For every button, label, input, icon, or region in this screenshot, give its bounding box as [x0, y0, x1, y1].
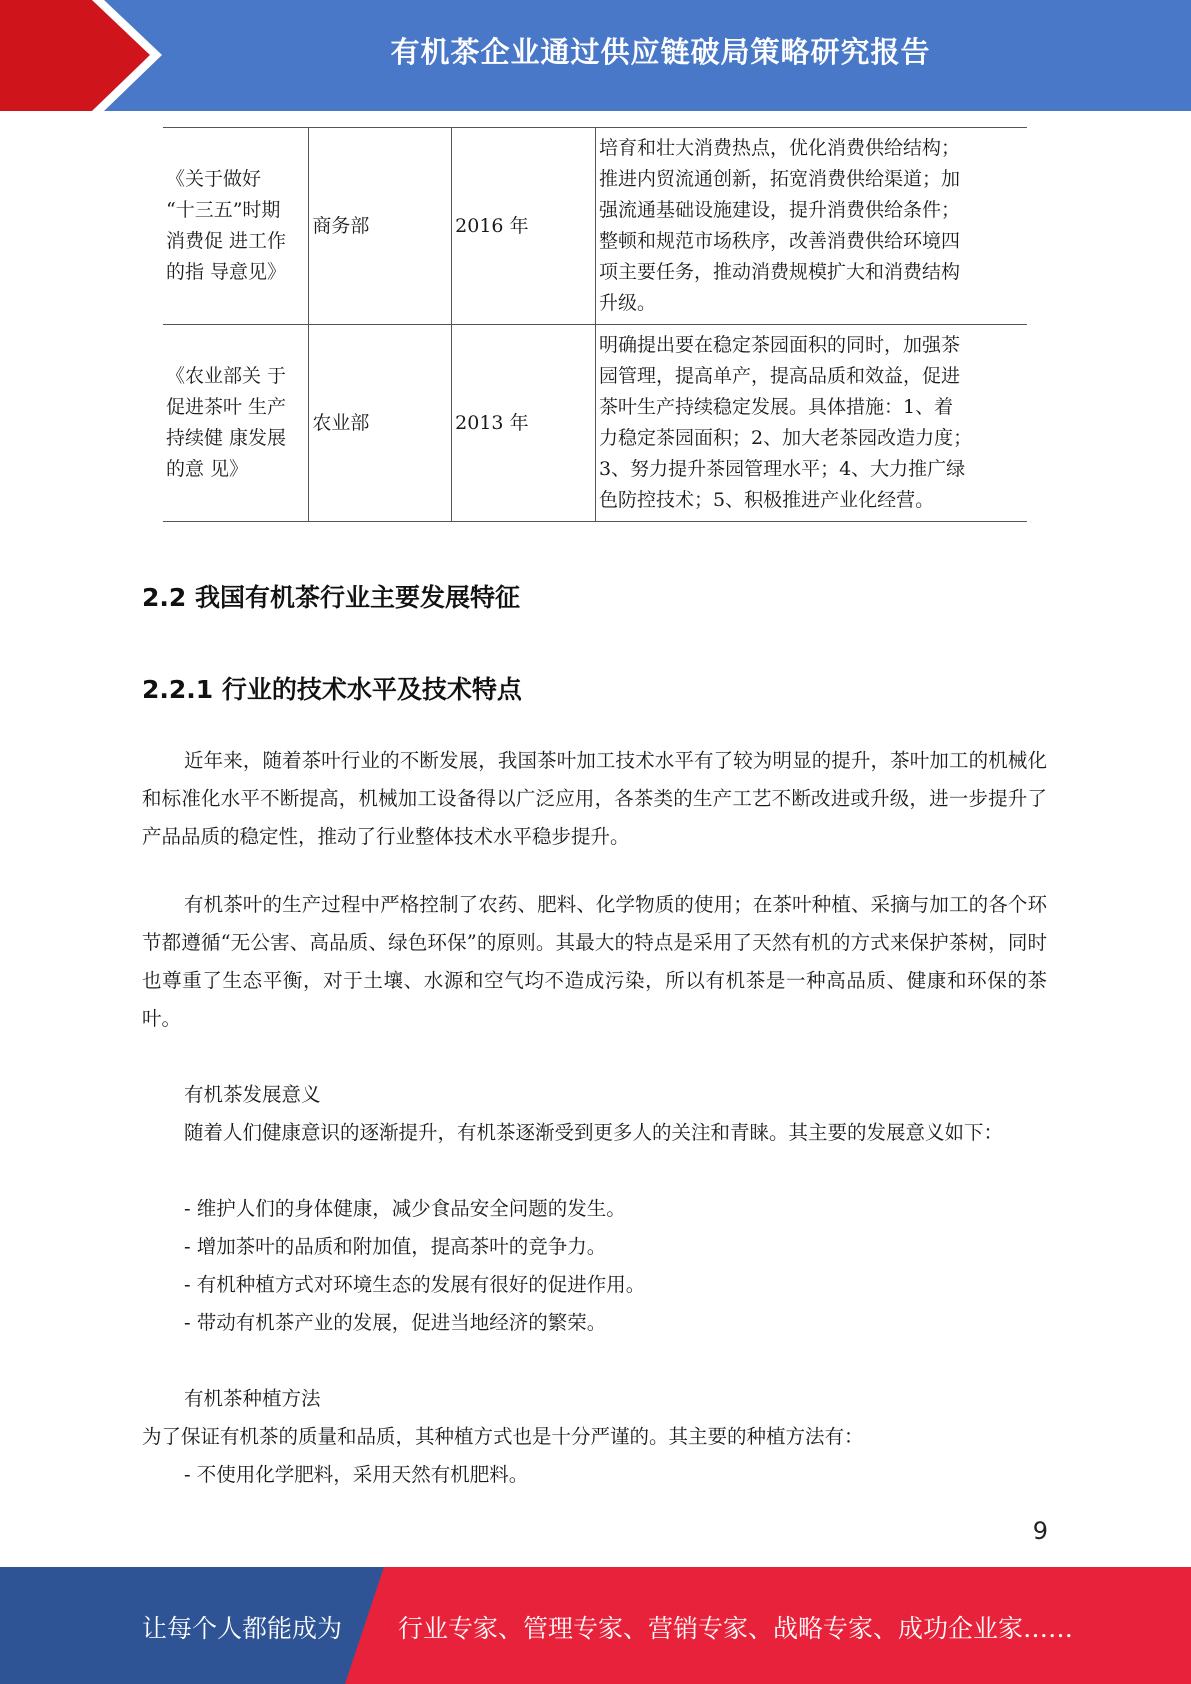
policy-name-line: 《关于做好 — [166, 168, 262, 190]
list-item: - 带动有机茶产业的发展，促进当地经济的繁荣。 — [184, 1311, 607, 1334]
policy-name-line: 的指 导意见》 — [166, 261, 287, 283]
policy-name-line: 促进茶叶 生产 — [166, 396, 287, 418]
significance-title: 有机茶发展意义 — [184, 1083, 321, 1106]
planting-title: 有机茶种植方法 — [184, 1387, 321, 1410]
page-footer — [0, 1567, 1191, 1684]
footer-slogan-right: 行业专家、管理专家、营销专家、战略专家、成功企业家…… — [398, 1614, 1074, 1643]
content-line: 整顿和规范市场秩序，改善消费供给环境四 — [599, 230, 961, 252]
policy-name-line: “十三五”时期 — [166, 199, 281, 221]
content-line: 园管理，提高单产，提高品质和效益，促进 — [599, 365, 961, 387]
header-title: 有机茶企业通过供应链破局策略研究报告 — [390, 35, 931, 69]
footer-slogan-left: 让每个人都能成为 — [142, 1614, 343, 1643]
policy-name-line: 持续健 康发展 — [166, 427, 287, 449]
year-cell: 2016 年 — [452, 128, 596, 325]
page-header — [0, 0, 1191, 111]
policy-name-cell — [163, 325, 309, 522]
table-row — [163, 325, 1027, 522]
content-line: 力稳定茶园面积；2、加大老茶园改造力度； — [599, 427, 973, 449]
list-item: - 有机种植方式对环境生态的发展有很好的促进作用。 — [184, 1273, 646, 1296]
list-item: - 不使用化学肥料，采用天然有机肥料。 — [184, 1463, 529, 1486]
policy-table — [163, 127, 1027, 522]
list-item: - 维护人们的身体健康，减少食品安全问题的发生。 — [184, 1197, 626, 1220]
body-paragraph: 近年来，随着茶叶行业的不断发展，我国茶叶加工技术水平有了较为明显的提升，茶叶加工的机械化和标准化水平不断提高，机械加工设备得以广泛应用，各茶类的生产工艺不断改进或升级，进一步提升了产品品质的稳定性，推动了行业整体技术水平稳步提升。 — [142, 749, 1047, 848]
policy-name-line: 消费促 进工作 — [166, 230, 287, 252]
significance-intro: 随着人们健康意识的逐渐提升，有机茶逐渐受到更多人的关注和青睐。其主要的发展意义如下： — [184, 1121, 1004, 1144]
department-cell: 农业部 — [309, 325, 452, 522]
policy-name-line: 《农业部关 于 — [166, 365, 287, 387]
content-line: 茶叶生产持续稳定发展。具体措施：1、着 — [599, 396, 954, 418]
content-line: 升级。 — [599, 292, 657, 314]
policy-name-cell — [163, 128, 309, 325]
content-line: 培育和壮大消费热点，优化消费供给结构； — [599, 137, 961, 159]
content-line: 项主要任务，推动消费规模扩大和消费结构 — [599, 261, 961, 283]
body-paragraph: 有机茶叶的生产过程中严格控制了农药、肥料、化学物质的使用；在茶叶种植、采摘与加工的各个环节都遵循“无公害、高品质、绿色环保”的原则。其最大的特点是采用了天然有机的方式来保护茶树，同时也尊重了生态平衡，对于土壤、水源和空气均不造成污染，所以有机茶是一种高品质、健康和环保的茶叶。 — [142, 893, 1047, 1030]
subsection-heading: 2.2.1 行业的技术水平及技术特点 — [142, 675, 522, 704]
list-item: - 增加茶叶的品质和附加值，提高茶叶的竞争力。 — [184, 1235, 607, 1258]
content-line: 3、努力提升茶园管理水平；4、大力推广绿 — [599, 458, 966, 480]
table-row — [163, 128, 1027, 325]
content-line: 强流通基础设施建设，提升消费供给条件； — [599, 199, 961, 221]
planting-intro: 为了保证有机茶的质量和品质，其种植方式也是十分严谨的。其主要的种植方法有： — [142, 1425, 864, 1448]
content-line: 色防控技术；5、积极推进产业化经营。 — [599, 489, 935, 511]
department-cell: 商务部 — [309, 128, 452, 325]
policy-name-line: 的意 见》 — [166, 458, 249, 480]
content-line: 推进内贸流通创新，拓宽消费供给渠道；加 — [599, 168, 961, 190]
section-heading: 2.2 我国有机茶行业主要发展特征 — [142, 583, 520, 612]
content-cell — [596, 325, 1028, 522]
page-number: 9 — [1032, 1517, 1048, 1545]
content-line: 明确提出要在稳定茶园面积的同时，加强茶 — [599, 334, 961, 356]
year-cell: 2013 年 — [452, 325, 596, 522]
content-cell — [596, 128, 1028, 325]
